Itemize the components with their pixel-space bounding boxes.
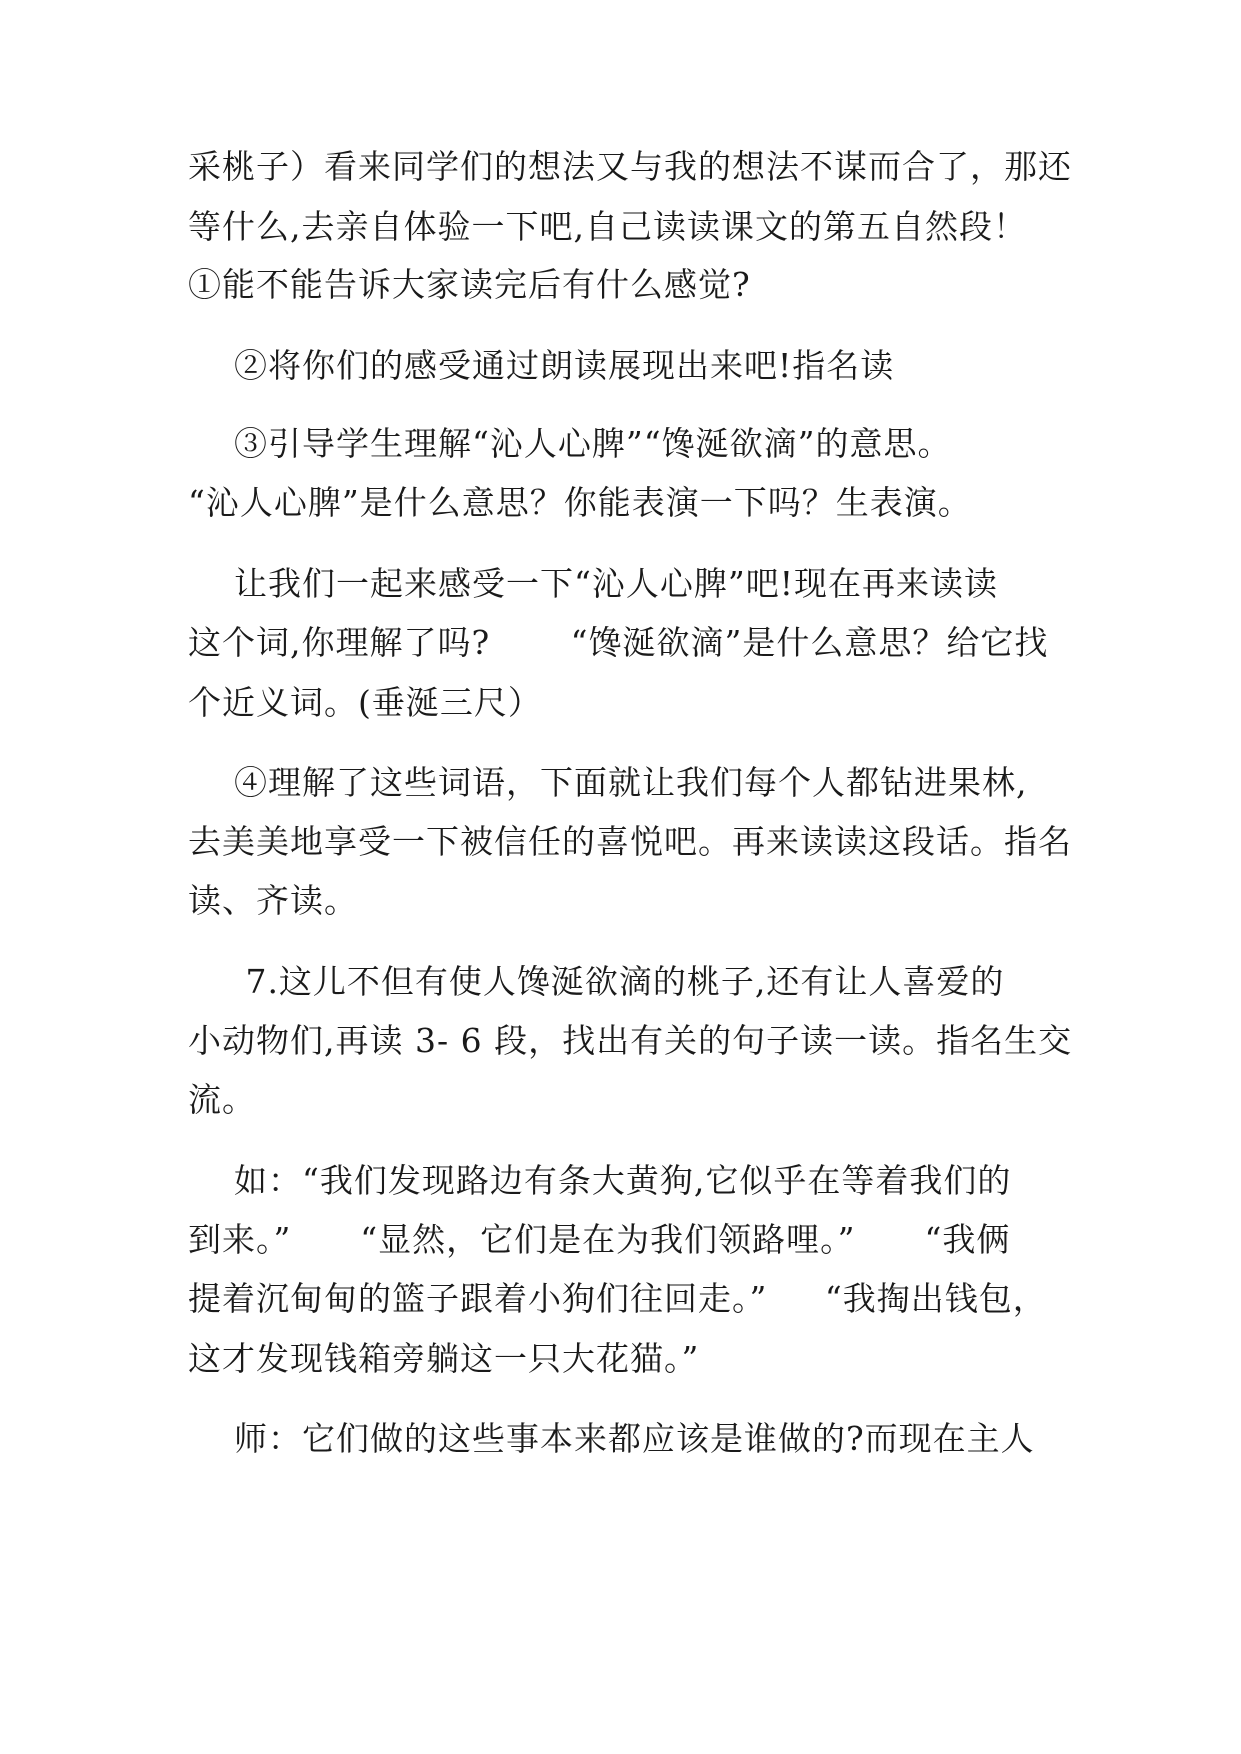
text-line: ③引导学生理解“沁人心脾”“馋涎欲滴”的意思。 <box>188 424 952 463</box>
text-line: 采桃子）看来同学们的想法又与我的想法不谋而合了，那还 <box>188 147 1072 186</box>
text-line: ④理解了这些词语，下面就让我们每个人都钻进果林, <box>188 763 1028 802</box>
text-line: ①能不能告诉大家读完后有什么感觉? <box>188 265 751 304</box>
text-line: 到来。” “显然，它们是在为我们领路哩。” “我俩 <box>188 1220 1011 1259</box>
text-line: 7.这儿不但有使人馋涎欲滴的桃子,还有让人喜爱的 <box>188 962 1005 1001</box>
text-line: 这才发现钱箱旁躺这一只大花猫。” <box>188 1339 700 1378</box>
text-line: 让我们一起来感受一下“沁人心脾”吧!现在再来读读 <box>188 564 998 603</box>
text-line: 等什么,去亲自体验一下吧,自己读读课文的第五自然段！ <box>188 207 1027 246</box>
text-line: 去美美地享受一下被信任的喜悦吧。再来读读这段话。指名 <box>188 822 1072 861</box>
text-line: 这个词,你理解了吗? “馋涎欲滴”是什么意思？给它找 <box>188 623 1049 662</box>
text-line: 个近义词。(垂涎三尺） <box>188 683 542 722</box>
text-line: 如：“我们发现路边有条大黄狗,它似乎在等着我们的 <box>188 1161 1012 1200</box>
text-line: 流。 <box>188 1080 256 1119</box>
text-line: 小动物们,再读 3- 6 段，找出有关的句子读一读。指名生交 <box>188 1021 1073 1060</box>
text-line: “沁人心脾”是什么意思？你能表演一下吗？生表演。 <box>188 483 972 522</box>
text-line: ②将你们的感受通过朗读展现出来吧!指名读 <box>188 346 895 385</box>
text-line: 师：它们做的这些事本来都应该是谁做的?而现在主人 <box>188 1419 1035 1458</box>
text-line: 读、齐读。 <box>188 881 358 920</box>
text-line: 提着沉甸甸的篮子跟着小狗们往回走。” “我掏出钱包， <box>188 1279 1047 1318</box>
